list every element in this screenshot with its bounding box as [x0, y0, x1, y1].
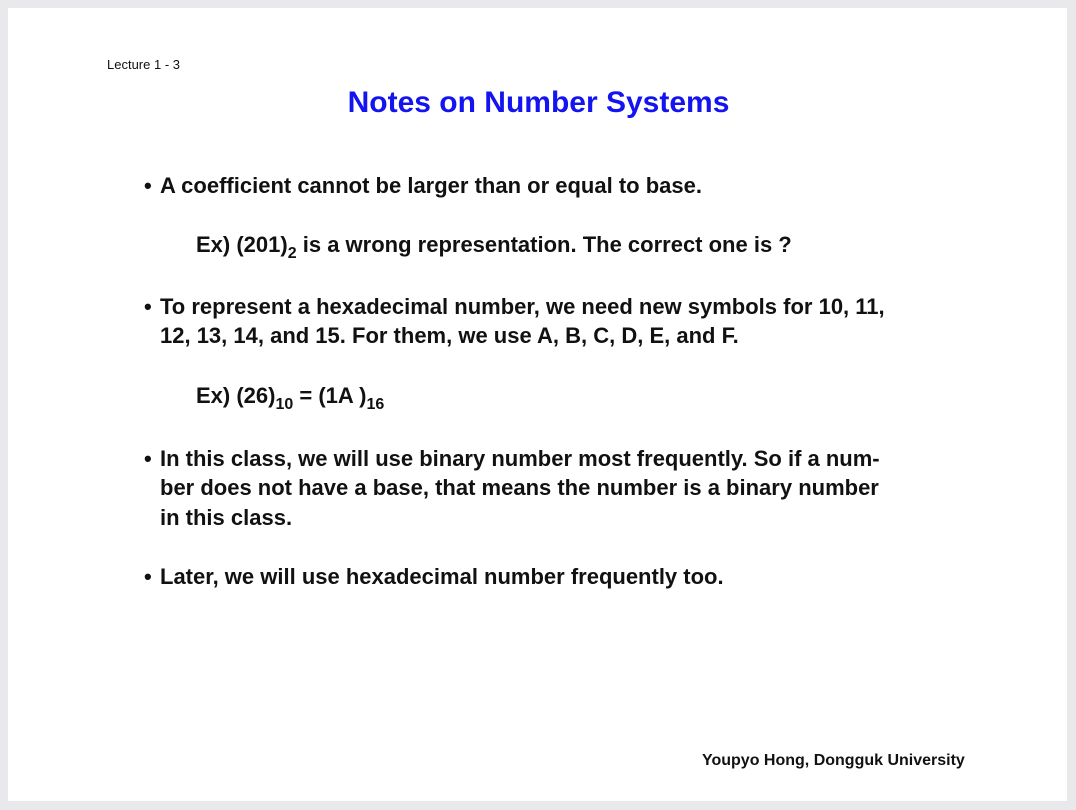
example-2-middle: = (1A ) [293, 383, 367, 408]
example-1-prefix: Ex) (201) [196, 232, 288, 257]
example-2-prefix: Ex) (26) [196, 383, 276, 408]
footer-author: Youpyo Hong, Dongguk University [702, 752, 965, 769]
example-2-base2: 16 [366, 396, 385, 413]
bullet-2-line-2: 12, 13, 14, and 15. For them, we use A, B, C, D, E, and F. [160, 323, 739, 348]
bullet-2-text-1: To represent a hexadecimal number, we need new symbols for 10, 11, [160, 294, 885, 319]
slide-title: Notes on Number Systems [347, 86, 730, 119]
bullet-marker: • [144, 564, 152, 589]
bullet-1-line-1 [144, 173, 702, 199]
bullet-marker: • [144, 173, 152, 198]
bullet-3-line-2: ber does not have a base, that means the number is a binary number [160, 475, 879, 500]
bullet-marker: • [144, 446, 152, 471]
example-1 [196, 232, 792, 262]
bullet-marker: • [144, 294, 152, 319]
bullet-4-line-1 [144, 564, 724, 590]
bullet-3-line-3: in this class. [160, 505, 293, 530]
bullet-4-text: Later, we will use hexadecimal number frequently too. [160, 564, 724, 589]
example-1-suffix: is a wrong representation. The correct one is ? [296, 232, 792, 257]
bullet-3-text-1: In this class, we will use binary number most frequently. So if a num- [160, 446, 880, 471]
lecture-label: Lecture 1 - 3 [107, 57, 180, 72]
bullet-3-line-1 [144, 446, 880, 472]
example-2-base: 10 [275, 396, 294, 413]
bullet-2-line-1 [144, 294, 885, 320]
example-2 [196, 383, 385, 413]
example-1-base: 2 [287, 245, 297, 262]
slide-page [8, 8, 1067, 801]
bullet-1-text: A coefficient cannot be larger than or equal to base. [160, 173, 702, 198]
